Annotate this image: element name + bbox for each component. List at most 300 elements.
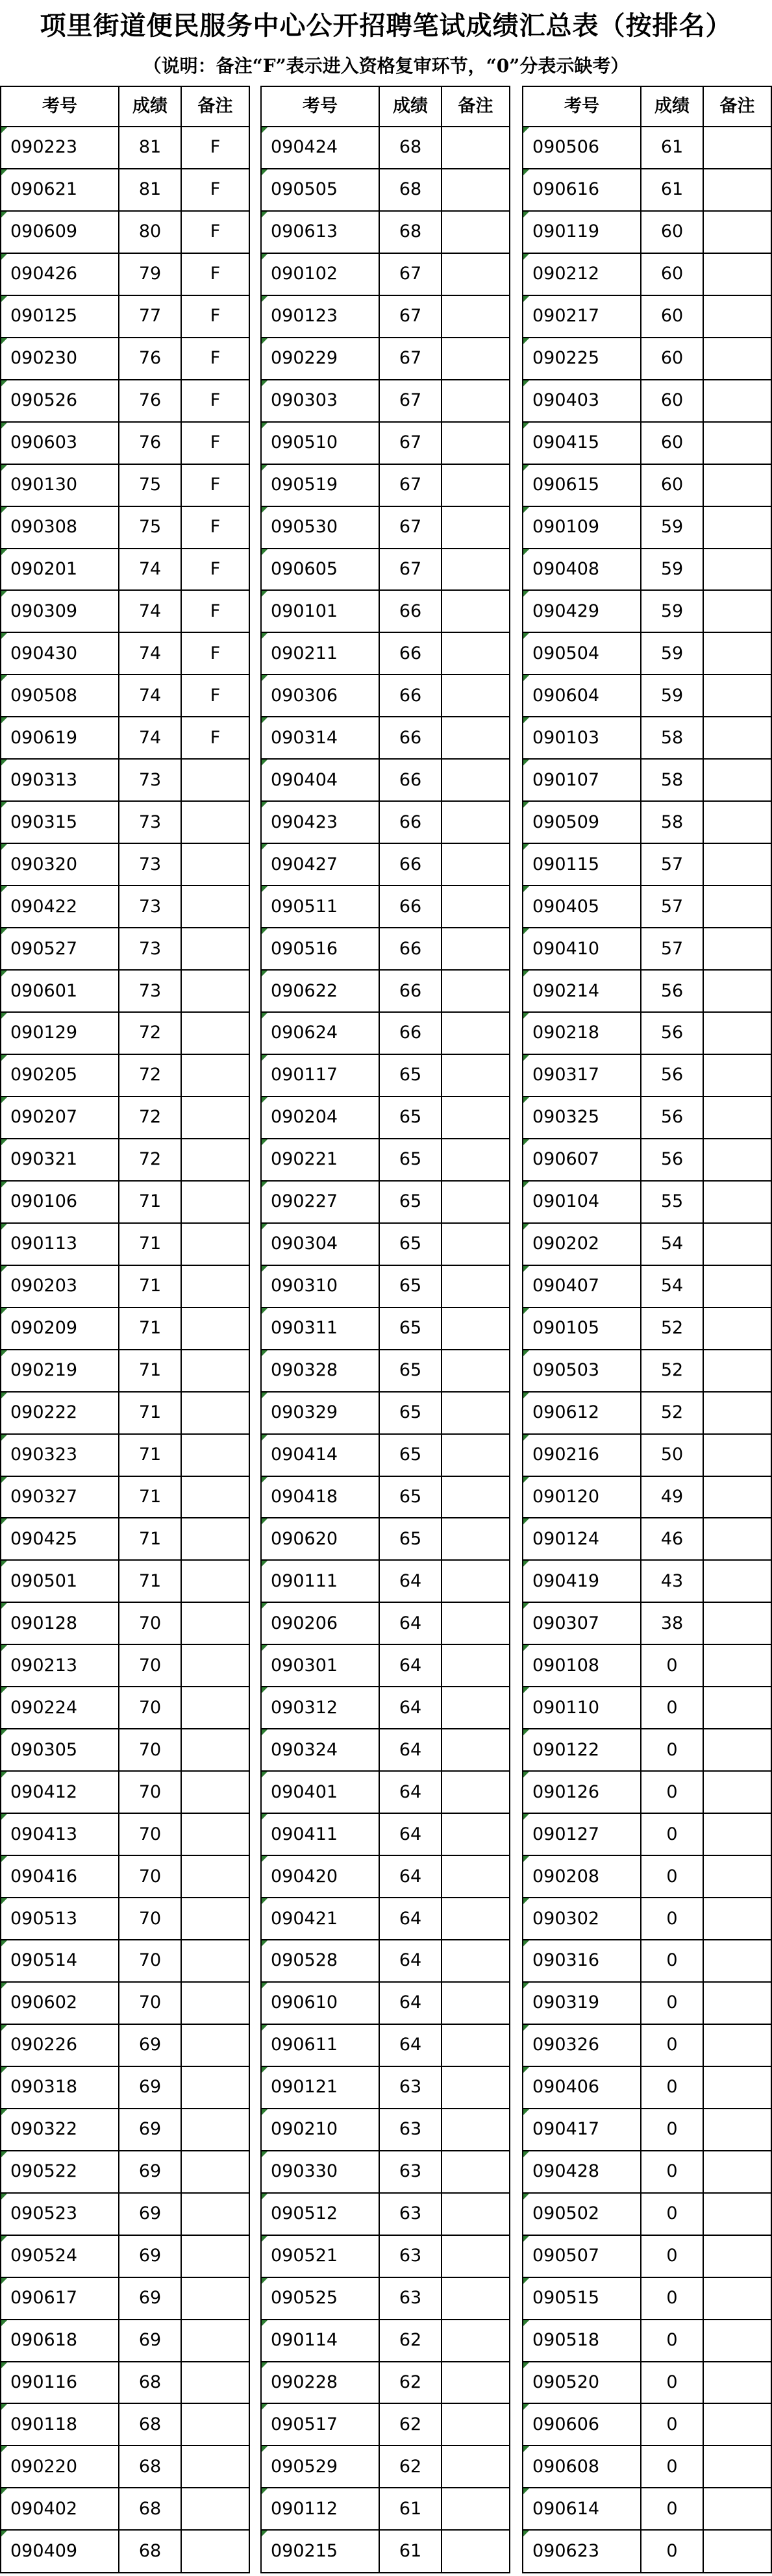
score-cell: 66 xyxy=(379,759,442,801)
exam-number-cell: 090201 xyxy=(1,549,119,591)
score-cell: 74 xyxy=(119,632,181,675)
remark-cell xyxy=(703,632,771,675)
remark-cell: F xyxy=(181,632,249,675)
score-cell: 76 xyxy=(119,380,181,422)
score-cell: 73 xyxy=(119,801,181,843)
exam-number-cell: 090527 xyxy=(1,928,119,970)
remark-cell xyxy=(181,1054,249,1096)
exam-number-cell: 090214 xyxy=(523,970,641,1012)
table-row xyxy=(523,549,771,591)
remark-cell xyxy=(703,970,771,1012)
score-cell: 65 xyxy=(379,1139,442,1181)
exam-number-cell: 090105 xyxy=(523,1307,641,1350)
remark-cell xyxy=(181,1644,249,1687)
table-row xyxy=(261,253,510,295)
score-cell: 52 xyxy=(641,1350,703,1392)
exam-number-cell: 090413 xyxy=(1,1813,119,1855)
exam-number-cell: 090403 xyxy=(523,380,641,422)
remark-cell xyxy=(442,590,510,632)
exam-number-cell: 090215 xyxy=(261,2530,379,2573)
exam-number-cell: 090208 xyxy=(523,1855,641,1898)
score-cell: 69 xyxy=(119,2320,181,2362)
remark-cell xyxy=(181,1096,249,1139)
remark-cell xyxy=(181,2277,249,2320)
table-row xyxy=(1,801,249,843)
remark-cell xyxy=(442,717,510,759)
remark-cell xyxy=(703,801,771,843)
table-row xyxy=(1,1476,249,1518)
table-row xyxy=(523,169,771,211)
exam-number-cell: 090323 xyxy=(1,1434,119,1476)
score-cell: 64 xyxy=(379,1687,442,1729)
page-title: 项里街道便民服务中心公开招聘笔试成绩汇总表（按排名） xyxy=(40,10,732,41)
remark-cell xyxy=(703,2488,771,2530)
exam-number-cell: 090524 xyxy=(1,2235,119,2277)
score-cell: 69 xyxy=(119,2024,181,2066)
remark-cell xyxy=(442,1181,510,1223)
exam-number-cell: 090417 xyxy=(523,2109,641,2151)
exam-number-cell: 090513 xyxy=(1,1898,119,1940)
remark-cell xyxy=(442,759,510,801)
score-cell: 0 xyxy=(641,2066,703,2109)
table-row xyxy=(1,1350,249,1392)
table-row xyxy=(261,886,510,928)
score-cell: 0 xyxy=(641,2446,703,2488)
table-row xyxy=(523,843,771,886)
table-row xyxy=(261,2320,510,2362)
exam-number-cell: 090416 xyxy=(1,1855,119,1898)
remark-cell xyxy=(442,253,510,295)
score-cell: 38 xyxy=(641,1602,703,1644)
header-row xyxy=(523,86,771,127)
score-cell: 0 xyxy=(641,2488,703,2530)
table-row xyxy=(523,464,771,506)
score-cell: 49 xyxy=(641,1476,703,1518)
table-row xyxy=(261,2530,510,2573)
score-cell: 70 xyxy=(119,1982,181,2024)
exam-number-cell: 090610 xyxy=(261,1982,379,2024)
exam-number-cell: 090412 xyxy=(1,1771,119,1813)
score-cell: 68 xyxy=(379,127,442,169)
table-row xyxy=(261,1813,510,1855)
table-row xyxy=(1,127,249,169)
table-row xyxy=(1,2109,249,2151)
exam-number-cell: 090129 xyxy=(1,1012,119,1054)
table-row xyxy=(1,886,249,928)
remark-cell xyxy=(442,211,510,253)
table-row xyxy=(1,1813,249,1855)
exam-number-cell: 090218 xyxy=(523,1012,641,1054)
exam-number-cell: 090223 xyxy=(1,127,119,169)
remark-cell xyxy=(703,549,771,591)
table-row xyxy=(1,717,249,759)
table-row xyxy=(523,886,771,928)
remark-cell xyxy=(703,1771,771,1813)
remark-cell: F xyxy=(181,675,249,717)
table-row xyxy=(261,1940,510,1982)
score-cell: 71 xyxy=(119,1518,181,1560)
remark-cell xyxy=(703,1644,771,1687)
header-score: 成绩 xyxy=(119,86,181,127)
score-cell: 66 xyxy=(379,886,442,928)
header-remark: 备注 xyxy=(703,86,771,127)
score-cell: 59 xyxy=(641,675,703,717)
exam-number-cell: 090421 xyxy=(261,1898,379,1940)
remark-cell xyxy=(442,1982,510,2024)
remark-cell xyxy=(442,2277,510,2320)
table-row xyxy=(1,2277,249,2320)
remark-cell xyxy=(703,1139,771,1181)
exam-number-cell: 090106 xyxy=(1,1181,119,1223)
score-cell: 66 xyxy=(379,970,442,1012)
remark-cell xyxy=(703,1729,771,1771)
exam-number-cell: 090521 xyxy=(261,2235,379,2277)
exam-number-cell: 090226 xyxy=(1,2024,119,2066)
table-row xyxy=(523,2066,771,2109)
exam-number-cell: 090113 xyxy=(1,1223,119,1265)
score-table-column-3 xyxy=(522,86,772,2573)
table-row xyxy=(261,1434,510,1476)
exam-number-cell: 090620 xyxy=(261,1518,379,1560)
score-cell: 63 xyxy=(379,2109,442,2151)
score-cell: 63 xyxy=(379,2066,442,2109)
remark-cell xyxy=(703,253,771,295)
header-exam-number: 考号 xyxy=(1,86,119,127)
exam-number-cell: 090606 xyxy=(523,2403,641,2446)
exam-number-cell: 090308 xyxy=(1,506,119,549)
table-row xyxy=(1,253,249,295)
score-cell: 61 xyxy=(379,2488,442,2530)
score-cell: 0 xyxy=(641,1687,703,1729)
table-row xyxy=(523,422,771,464)
table-row xyxy=(1,549,249,591)
exam-number-cell: 090425 xyxy=(1,1518,119,1560)
score-cell: 67 xyxy=(379,253,442,295)
remark-cell xyxy=(442,632,510,675)
remark-cell xyxy=(703,2193,771,2235)
remark-cell xyxy=(703,843,771,886)
remark-cell xyxy=(703,1687,771,1729)
remark-cell xyxy=(703,1181,771,1223)
exam-number-cell: 090616 xyxy=(523,169,641,211)
remark-cell xyxy=(703,2320,771,2362)
score-cell: 65 xyxy=(379,1350,442,1392)
table-row xyxy=(261,127,510,169)
score-cell: 74 xyxy=(119,675,181,717)
score-cell: 73 xyxy=(119,886,181,928)
exam-number-cell: 090326 xyxy=(523,2024,641,2066)
table-row xyxy=(261,1602,510,1644)
score-table-column-1 xyxy=(0,86,250,2573)
table-row xyxy=(1,632,249,675)
table-row xyxy=(523,2277,771,2320)
table-row xyxy=(1,2403,249,2446)
table-row xyxy=(261,970,510,1012)
score-cell: 68 xyxy=(119,2446,181,2488)
exam-number-cell: 090102 xyxy=(261,253,379,295)
exam-number-cell: 090318 xyxy=(1,2066,119,2109)
exam-number-cell: 090517 xyxy=(261,2403,379,2446)
table-row xyxy=(523,2193,771,2235)
remark-cell xyxy=(181,2066,249,2109)
exam-number-cell: 090501 xyxy=(1,1560,119,1602)
remark-cell xyxy=(442,1307,510,1350)
table-row xyxy=(1,1560,249,1602)
table-row xyxy=(261,1223,510,1265)
score-cell: 69 xyxy=(119,2066,181,2109)
table-row xyxy=(523,2109,771,2151)
table-row xyxy=(523,1855,771,1898)
table-row xyxy=(261,1898,510,1940)
remark-cell xyxy=(703,506,771,549)
table-row xyxy=(1,1855,249,1898)
remark-cell xyxy=(703,1602,771,1644)
table-row xyxy=(1,2151,249,2193)
score-cell: 63 xyxy=(379,2277,442,2320)
score-cell: 59 xyxy=(641,506,703,549)
score-cell: 64 xyxy=(379,1813,442,1855)
table-row xyxy=(1,169,249,211)
header-score: 成绩 xyxy=(641,86,703,127)
remark-cell xyxy=(442,1139,510,1181)
remark-cell xyxy=(703,759,771,801)
score-cell: 70 xyxy=(119,1687,181,1729)
score-cell: 63 xyxy=(379,2151,442,2193)
table-row xyxy=(1,970,249,1012)
score-cell: 73 xyxy=(119,843,181,886)
score-cell: 62 xyxy=(379,2362,442,2404)
table-row xyxy=(523,2024,771,2066)
remark-cell xyxy=(703,2277,771,2320)
score-cell: 68 xyxy=(119,2488,181,2530)
remark-cell xyxy=(703,2109,771,2151)
remark-cell xyxy=(181,970,249,1012)
exam-number-cell: 090319 xyxy=(523,1982,641,2024)
remark-cell xyxy=(442,843,510,886)
exam-number-cell: 090622 xyxy=(261,970,379,1012)
score-cell: 70 xyxy=(119,1644,181,1687)
score-cell: 72 xyxy=(119,1139,181,1181)
score-cell: 0 xyxy=(641,1982,703,2024)
score-cell: 46 xyxy=(641,1518,703,1560)
score-cell: 66 xyxy=(379,717,442,759)
score-cell: 60 xyxy=(641,338,703,380)
score-cell: 66 xyxy=(379,675,442,717)
table-row xyxy=(1,1096,249,1139)
table-row xyxy=(523,1223,771,1265)
remark-cell xyxy=(703,1855,771,1898)
remark-cell xyxy=(442,1898,510,1940)
remark-cell xyxy=(442,338,510,380)
exam-number-cell: 090216 xyxy=(523,1434,641,1476)
table-row xyxy=(261,2066,510,2109)
table-row xyxy=(523,1139,771,1181)
table-row xyxy=(523,338,771,380)
table-row xyxy=(1,759,249,801)
remark-cell xyxy=(181,2446,249,2488)
exam-number-cell: 090315 xyxy=(1,801,119,843)
exam-number-cell: 090419 xyxy=(523,1560,641,1602)
exam-number-cell: 090509 xyxy=(523,801,641,843)
header-row xyxy=(1,86,249,127)
score-cell: 60 xyxy=(641,295,703,338)
exam-number-cell: 090508 xyxy=(1,675,119,717)
table-row xyxy=(261,169,510,211)
remark-cell xyxy=(442,1392,510,1434)
score-cell: 56 xyxy=(641,1012,703,1054)
remark-cell xyxy=(442,464,510,506)
remark-cell xyxy=(181,1139,249,1181)
table-row xyxy=(1,338,249,380)
exam-number-cell: 090516 xyxy=(261,928,379,970)
remark-cell xyxy=(703,1898,771,1940)
score-cell: 62 xyxy=(379,2320,442,2362)
table-row xyxy=(261,1687,510,1729)
exam-number-cell: 090210 xyxy=(261,2109,379,2151)
remark-cell xyxy=(703,127,771,169)
table-row xyxy=(523,380,771,422)
table-row xyxy=(1,1434,249,1476)
table-row xyxy=(261,2488,510,2530)
remark-cell xyxy=(442,2362,510,2404)
remark-cell xyxy=(442,549,510,591)
remark-cell xyxy=(703,1813,771,1855)
score-cell: 71 xyxy=(119,1476,181,1518)
remark-cell xyxy=(442,380,510,422)
score-cell: 64 xyxy=(379,1771,442,1813)
remark-cell xyxy=(442,2109,510,2151)
table-row xyxy=(1,1982,249,2024)
exam-number-cell: 090603 xyxy=(1,422,119,464)
score-cell: 62 xyxy=(379,2446,442,2488)
exam-number-cell: 090415 xyxy=(523,422,641,464)
remark-cell xyxy=(442,970,510,1012)
score-cell: 64 xyxy=(379,1855,442,1898)
score-cell: 59 xyxy=(641,632,703,675)
score-cell: 57 xyxy=(641,843,703,886)
score-cell: 0 xyxy=(641,2109,703,2151)
score-cell: 67 xyxy=(379,380,442,422)
score-cell: 52 xyxy=(641,1392,703,1434)
score-cell: 56 xyxy=(641,970,703,1012)
remark-cell xyxy=(703,1518,771,1560)
remark-cell xyxy=(181,1265,249,1307)
table-row xyxy=(261,590,510,632)
table-row xyxy=(1,2235,249,2277)
header-exam-number: 考号 xyxy=(523,86,641,127)
score-cell: 65 xyxy=(379,1392,442,1434)
exam-number-cell: 090409 xyxy=(1,2530,119,2573)
exam-number-cell: 090518 xyxy=(523,2320,641,2362)
score-cell: 0 xyxy=(641,1644,703,1687)
remark-cell xyxy=(442,2446,510,2488)
remark-cell xyxy=(181,1898,249,1940)
exam-number-cell: 090320 xyxy=(1,843,119,886)
exam-number-cell: 090213 xyxy=(1,1644,119,1687)
score-cell: 80 xyxy=(119,211,181,253)
score-cell: 70 xyxy=(119,1729,181,1771)
exam-number-cell: 090310 xyxy=(261,1265,379,1307)
score-cell: 66 xyxy=(379,801,442,843)
remark-cell xyxy=(703,1392,771,1434)
exam-number-cell: 090530 xyxy=(261,506,379,549)
score-cell: 69 xyxy=(119,2235,181,2277)
table-row xyxy=(523,1307,771,1350)
exam-number-cell: 090612 xyxy=(523,1392,641,1434)
remark-cell: F xyxy=(181,253,249,295)
remark-cell xyxy=(181,1307,249,1350)
remark-cell xyxy=(442,1350,510,1392)
table-row xyxy=(1,295,249,338)
score-cell: 71 xyxy=(119,1265,181,1307)
exam-number-cell: 090309 xyxy=(1,590,119,632)
remark-cell xyxy=(703,2066,771,2109)
exam-number-cell: 090312 xyxy=(261,1687,379,1729)
table-row xyxy=(261,1265,510,1307)
exam-number-cell: 090322 xyxy=(1,2109,119,2151)
score-cell: 58 xyxy=(641,801,703,843)
exam-number-cell: 090514 xyxy=(1,1940,119,1982)
table-row xyxy=(261,2446,510,2488)
score-cell: 67 xyxy=(379,506,442,549)
exam-number-cell: 090424 xyxy=(261,127,379,169)
remark-cell xyxy=(181,1434,249,1476)
remark-cell xyxy=(442,928,510,970)
exam-number-cell: 090506 xyxy=(523,127,641,169)
exam-number-cell: 090327 xyxy=(1,1476,119,1518)
exam-number-cell: 090303 xyxy=(261,380,379,422)
score-cell: 64 xyxy=(379,1729,442,1771)
remark-cell xyxy=(703,1223,771,1265)
exam-number-cell: 090229 xyxy=(261,338,379,380)
remark-cell xyxy=(181,2109,249,2151)
remark-cell xyxy=(181,759,249,801)
table-row xyxy=(523,1771,771,1813)
score-cell: 65 xyxy=(379,1223,442,1265)
table-row xyxy=(1,211,249,253)
table-row xyxy=(1,2320,249,2362)
exam-number-cell: 090526 xyxy=(1,380,119,422)
score-cell: 67 xyxy=(379,422,442,464)
table-row xyxy=(523,2530,771,2573)
score-cell: 0 xyxy=(641,2024,703,2066)
remark-cell: F xyxy=(181,717,249,759)
exam-number-cell: 090510 xyxy=(261,422,379,464)
table-row xyxy=(261,1139,510,1181)
header-score: 成绩 xyxy=(379,86,442,127)
exam-number-cell: 090408 xyxy=(523,549,641,591)
table-row xyxy=(261,338,510,380)
remark-cell xyxy=(181,2151,249,2193)
table-row xyxy=(261,464,510,506)
score-cell: 74 xyxy=(119,549,181,591)
table-row xyxy=(261,675,510,717)
remark-cell xyxy=(703,2403,771,2446)
table-row xyxy=(523,2362,771,2404)
table-row xyxy=(523,2320,771,2362)
exam-number-cell: 090411 xyxy=(261,1813,379,1855)
remark-cell xyxy=(181,2362,249,2404)
remark-cell xyxy=(703,1265,771,1307)
exam-number-cell: 090114 xyxy=(261,2320,379,2362)
remark-cell xyxy=(181,1476,249,1518)
table-row xyxy=(261,801,510,843)
table-row xyxy=(523,632,771,675)
exam-number-cell: 090515 xyxy=(523,2277,641,2320)
table-row xyxy=(523,1265,771,1307)
table-row xyxy=(523,1687,771,1729)
score-cell: 81 xyxy=(119,169,181,211)
